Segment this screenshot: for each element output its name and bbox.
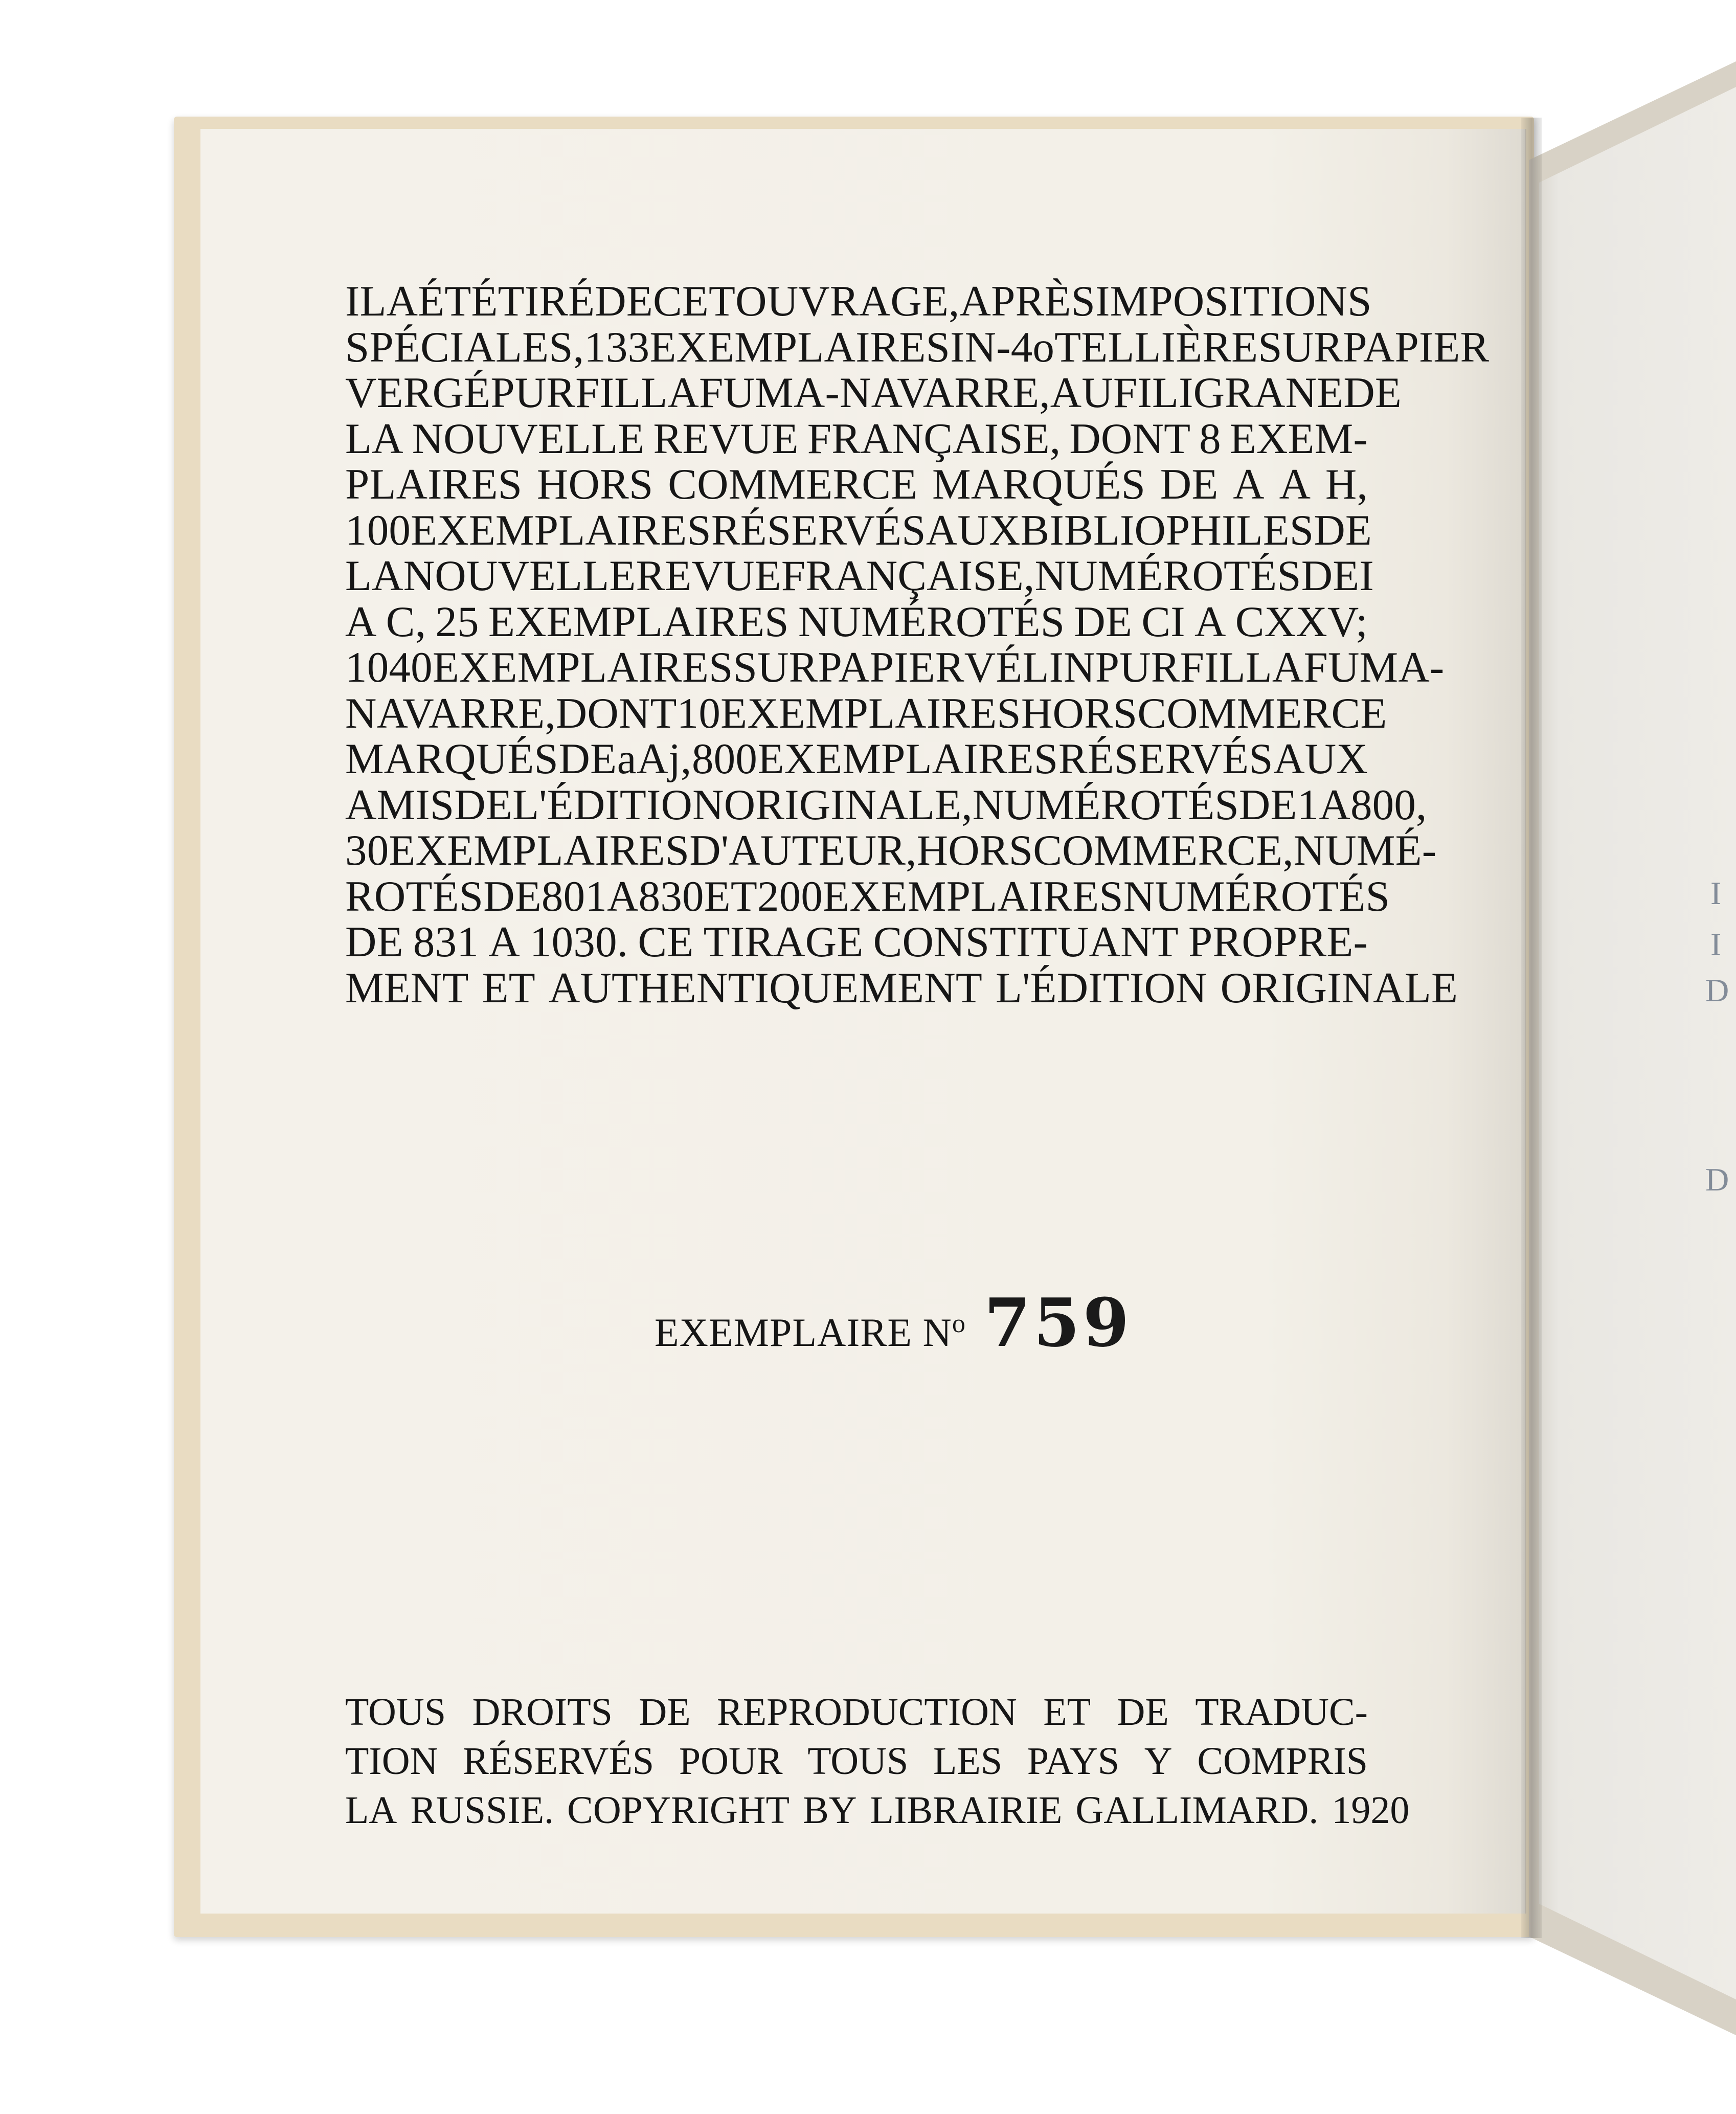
word: FILIGRANE bbox=[1113, 369, 1344, 417]
word: A bbox=[488, 918, 520, 966]
word: LES bbox=[933, 1740, 1003, 1783]
word: PROPRE- bbox=[1188, 918, 1368, 966]
word: COMMERCE, bbox=[1033, 826, 1294, 874]
word: CONSTITUANT bbox=[873, 918, 1179, 966]
word: DE bbox=[1343, 369, 1402, 417]
word: TOUS bbox=[807, 1740, 909, 1783]
word: DE bbox=[558, 735, 617, 783]
word: 10 bbox=[677, 689, 721, 737]
word: CET bbox=[652, 277, 736, 325]
word: AUX bbox=[926, 506, 1021, 554]
word: ORIGINALE bbox=[1220, 963, 1458, 1012]
copy-number-line bbox=[655, 1284, 1132, 1362]
justification-line bbox=[345, 416, 1368, 462]
word: EXEMPLAIRES bbox=[389, 826, 690, 874]
word: NUMÉROTÉS bbox=[1034, 552, 1301, 600]
justification-line bbox=[345, 963, 1458, 1012]
word: RÉSERVÉS bbox=[463, 1740, 655, 1783]
word: 1040 bbox=[345, 643, 433, 691]
justification-line bbox=[345, 599, 1368, 645]
word: COMMERCE bbox=[668, 460, 918, 508]
word: COPYRIGHT bbox=[567, 1789, 790, 1832]
word: REVUE bbox=[636, 552, 781, 600]
word: POUR bbox=[679, 1740, 783, 1783]
word: DE bbox=[595, 277, 653, 325]
right-page-letter: I bbox=[1710, 875, 1722, 911]
word: EXEMPLAIRES bbox=[720, 689, 1021, 737]
word: A bbox=[386, 277, 418, 325]
word: TIRAGE bbox=[703, 918, 864, 966]
word: L'ÉDITION bbox=[512, 780, 724, 829]
word: ET bbox=[1043, 1691, 1091, 1734]
word: LAFUMA- bbox=[1245, 643, 1445, 691]
word: APRÈS bbox=[959, 277, 1096, 325]
justification-line bbox=[345, 462, 1368, 508]
word: CI bbox=[1141, 597, 1185, 646]
word: DROITS bbox=[472, 1691, 613, 1734]
word: 830 bbox=[638, 872, 704, 920]
rights-line bbox=[345, 1786, 1410, 1835]
word: DONT bbox=[1069, 414, 1191, 463]
word: DE bbox=[1301, 552, 1360, 600]
justification-line bbox=[345, 780, 1427, 829]
word: AUTHENTIQUEMENT bbox=[548, 963, 982, 1012]
word: BY bbox=[803, 1789, 857, 1832]
word: TELLIÈRE bbox=[1054, 323, 1258, 371]
word: REVUE bbox=[653, 414, 799, 463]
word: PUR bbox=[490, 369, 576, 417]
word: ET bbox=[704, 872, 757, 920]
word: SUR bbox=[733, 643, 818, 691]
word: NOUVELLE bbox=[412, 414, 645, 463]
word: NUMÉROTÉS bbox=[798, 597, 1065, 646]
word: IN-4o bbox=[950, 323, 1055, 371]
justification-line bbox=[345, 689, 1387, 737]
word: HORS bbox=[536, 460, 653, 508]
word: SUR bbox=[1258, 323, 1343, 371]
word: LA bbox=[345, 552, 403, 600]
word: FIL bbox=[1180, 643, 1246, 691]
word: IMPOSITIONS bbox=[1095, 277, 1372, 325]
word: 801 bbox=[541, 872, 607, 920]
word: FIL bbox=[575, 369, 641, 417]
right-page-letter: I bbox=[1710, 926, 1722, 962]
word: 30 bbox=[345, 826, 389, 874]
word: EXEMPLAIRES bbox=[823, 872, 1123, 920]
word: OUVRAGE, bbox=[735, 277, 960, 325]
word: AU bbox=[1050, 369, 1113, 417]
word: DE bbox=[345, 918, 403, 966]
word: A bbox=[607, 872, 639, 920]
word: DE bbox=[1238, 780, 1297, 829]
word: 800, bbox=[1350, 780, 1427, 829]
word: A bbox=[637, 735, 668, 783]
word: j, bbox=[668, 735, 692, 783]
word: NUMÉROTÉS bbox=[972, 780, 1239, 829]
word: DE bbox=[1074, 597, 1133, 646]
word: FRANÇAISE, bbox=[807, 414, 1061, 463]
word: SPÉCIALES, bbox=[345, 323, 584, 371]
word: I bbox=[1359, 552, 1374, 600]
word: RÉSERVÉS bbox=[711, 506, 926, 554]
word: a bbox=[617, 735, 637, 783]
word: NAVARRE, bbox=[345, 689, 556, 737]
word: PLAIRES bbox=[345, 460, 523, 508]
word: RUSSIE. bbox=[410, 1789, 554, 1832]
word: EXEMPLAIRES bbox=[488, 597, 789, 646]
word: IL bbox=[345, 277, 387, 325]
justification-line bbox=[345, 277, 1372, 325]
justification-line bbox=[345, 919, 1368, 965]
word: LAFUMA-NAVARRE, bbox=[641, 369, 1050, 417]
word: 8 bbox=[1199, 414, 1221, 463]
word: COMMERCE bbox=[1137, 689, 1387, 737]
justification-line bbox=[345, 826, 1437, 874]
word: ROTÉS bbox=[345, 872, 484, 920]
word: 25 bbox=[435, 597, 479, 646]
rights-line bbox=[345, 1737, 1368, 1786]
word: LA bbox=[345, 1789, 397, 1832]
word: DONT bbox=[555, 689, 677, 737]
word: ET bbox=[482, 963, 535, 1012]
word: RÉSERVÉS bbox=[1058, 735, 1273, 783]
word: HORS bbox=[916, 826, 1033, 874]
word: MENT bbox=[345, 963, 469, 1012]
word: ÉTÉ bbox=[418, 277, 498, 325]
word: ORIGINALE, bbox=[724, 780, 973, 829]
limitation-statement bbox=[345, 277, 1490, 1012]
justification-line bbox=[345, 323, 1490, 371]
word: TIRÉ bbox=[498, 277, 595, 325]
word: EXEM- bbox=[1229, 414, 1368, 463]
word: A bbox=[1319, 780, 1350, 829]
word: CE bbox=[638, 918, 694, 966]
word: EXEMPLAIRES bbox=[757, 735, 1058, 783]
word: L'ÉDITION bbox=[995, 963, 1207, 1012]
word: TION bbox=[345, 1740, 438, 1783]
word: REPRODUCTION bbox=[717, 1691, 1017, 1734]
word: BIBLIOPHILES bbox=[1020, 506, 1314, 554]
copy-label: EXEMPLAIRE $N^o$ bbox=[655, 1309, 966, 1355]
word: VÉLIN bbox=[964, 643, 1095, 691]
word: VERGÉ bbox=[345, 369, 491, 417]
word: C, bbox=[386, 597, 426, 646]
word: DE bbox=[1314, 506, 1372, 554]
word: H, bbox=[1325, 460, 1368, 508]
word: DE bbox=[454, 780, 513, 829]
word: EXEMPLAIRES bbox=[649, 323, 951, 371]
word: PAYS bbox=[1027, 1740, 1120, 1783]
word: 133 bbox=[584, 323, 650, 371]
word: FRANÇAISE, bbox=[781, 552, 1035, 600]
word: D'AUTEUR, bbox=[689, 826, 917, 874]
word: Y bbox=[1144, 1740, 1173, 1783]
word: COMPRIS bbox=[1197, 1740, 1368, 1783]
word: AUX bbox=[1273, 735, 1368, 783]
rights-line bbox=[345, 1688, 1368, 1737]
word: PUR bbox=[1095, 643, 1180, 691]
word: DE bbox=[639, 1691, 691, 1734]
justification-line bbox=[345, 506, 1372, 554]
word: EXEMPLAIRES bbox=[432, 643, 733, 691]
word: EXEMPLAIRES bbox=[411, 506, 711, 554]
word: TOUS bbox=[345, 1691, 446, 1734]
rights-notice bbox=[345, 1688, 1410, 1835]
justification-line bbox=[345, 872, 1390, 920]
word: TRADUC- bbox=[1195, 1691, 1368, 1734]
word: GALLIMARD. bbox=[1075, 1789, 1319, 1832]
word: A bbox=[1233, 460, 1265, 508]
word: CXXV; bbox=[1235, 597, 1368, 646]
right-page-letter: D bbox=[1705, 1161, 1729, 1198]
word: NUMÉ- bbox=[1293, 826, 1437, 874]
word: PAPIER bbox=[818, 643, 964, 691]
word: 1920 bbox=[1332, 1789, 1410, 1832]
justification-line bbox=[345, 552, 1374, 600]
copy-number-stamp: 759 bbox=[984, 1284, 1133, 1362]
word: DE bbox=[1117, 1691, 1169, 1734]
word: NOUVELLE bbox=[403, 552, 636, 600]
word: DE bbox=[483, 872, 542, 920]
right-page-letter: D bbox=[1705, 972, 1729, 1008]
word: MARQUÉS bbox=[932, 460, 1146, 508]
justification-line bbox=[345, 643, 1445, 691]
word: NUMÉROTÉS bbox=[1123, 872, 1390, 920]
word: AMIS bbox=[345, 780, 455, 829]
word: LA bbox=[345, 414, 403, 463]
word: 100 bbox=[345, 506, 411, 554]
word: MARQUÉS bbox=[345, 735, 559, 783]
right-page bbox=[1539, 87, 1736, 1999]
word: 1 bbox=[1297, 780, 1319, 829]
word: 831 bbox=[413, 918, 479, 966]
word: PAPIER bbox=[1343, 323, 1490, 371]
word: A bbox=[1194, 597, 1226, 646]
word: DE bbox=[1160, 460, 1219, 508]
book-gutter bbox=[1521, 118, 1542, 1938]
word: A bbox=[1279, 460, 1311, 508]
word: 200 bbox=[757, 872, 823, 920]
word: HORS bbox=[1021, 689, 1138, 737]
word: A bbox=[345, 597, 377, 646]
justification-line bbox=[345, 369, 1402, 417]
word: 800 bbox=[691, 735, 758, 783]
justification-line bbox=[345, 736, 1368, 782]
word: LIBRAIRIE bbox=[870, 1789, 1063, 1832]
word: 1030. bbox=[529, 918, 628, 966]
